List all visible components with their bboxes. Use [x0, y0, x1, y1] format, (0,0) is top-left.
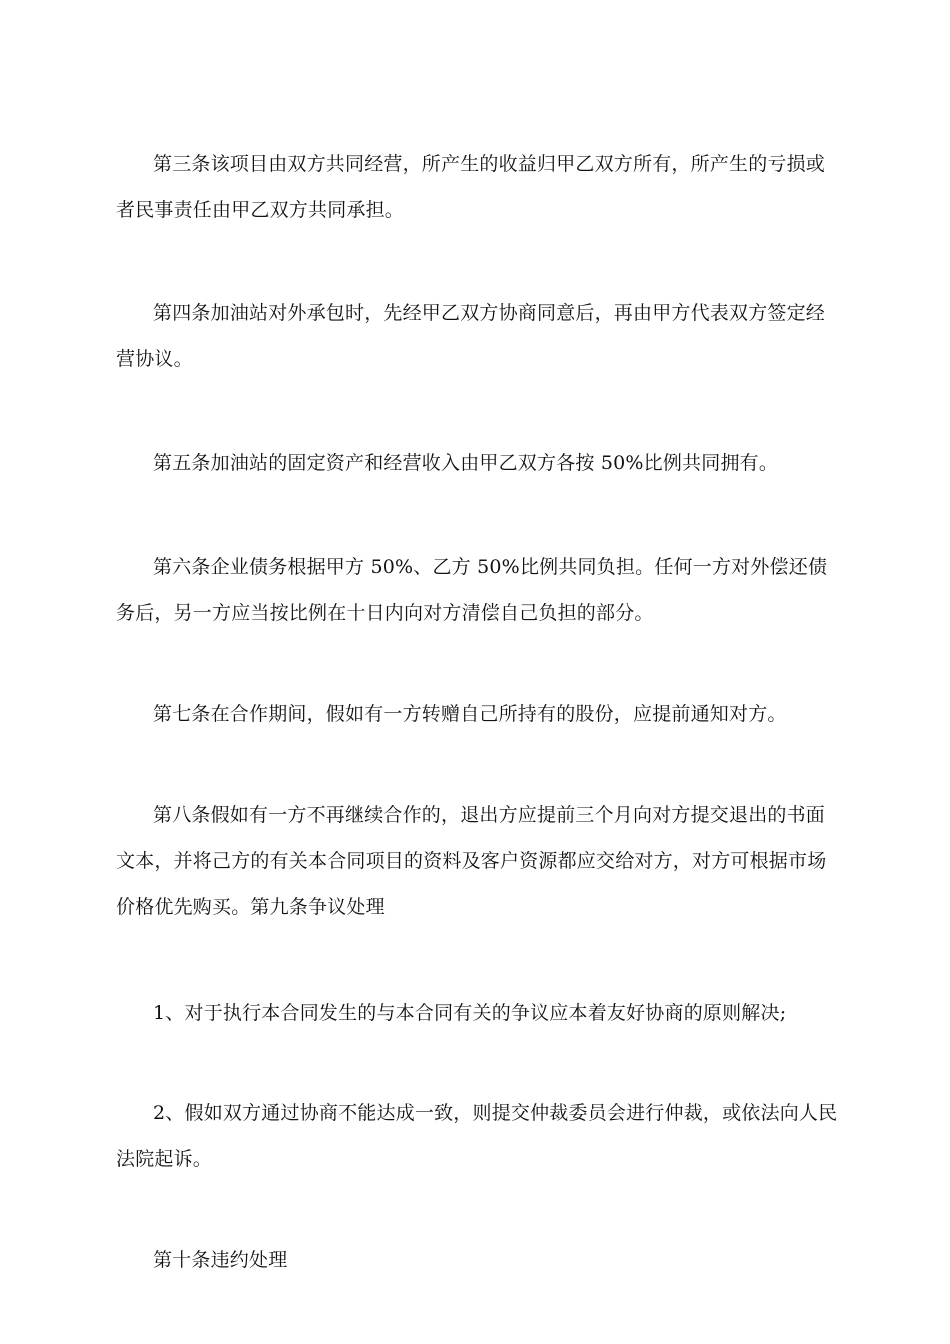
dispute-item-1-paragraph: 1、对于执行本合同发生的与本合同有关的争议应本着友好协商的原则解决; [153, 1002, 787, 1024]
clause-4-paragraph: 第四条加油站对外承包时，先经甲乙双方协商同意后，再由甲方代表双方签定经营协议。 [116, 302, 826, 370]
clause-3-paragraph: 第三条该项目由双方共同经营，所产生的收益归甲乙双方所有，所产生的亏损或者民事责任由甲乙双方共同承担。 [116, 153, 826, 221]
clause-7-paragraph: 第七条在合作期间，假如有一方转赠自己所持有的股份，应提前通知对方。 [153, 703, 787, 725]
clause-10-heading: 第十条违约处理 [153, 1249, 288, 1271]
clause-5-paragraph: 第五条加油站的固定资产和经营收入由甲乙双方各按 50%比例共同拥有。 [153, 452, 779, 474]
clause-8-paragraph: 第八条假如有一方不再继续合作的，退出方应提前三个月向对方提交退出的书面文本，并将己方的有关本合同项目的资料及客户资源都应交给对方，对方可根据市场价格优先购买。第九条争议处理 [116, 804, 827, 918]
dispute-item-2-paragraph: 2、假如双方通过协商不能达成一致，则提交仲裁委员会进行仲裁，或依法向人民法院起诉。 [116, 1102, 838, 1170]
clause-6-paragraph: 第六条企业债务根据甲方 50%、乙方 50%比例共同负担。任何一方对外偿还债务后，另一方应当按比例在十日内向对方清偿自己负担的部分。 [116, 556, 828, 624]
